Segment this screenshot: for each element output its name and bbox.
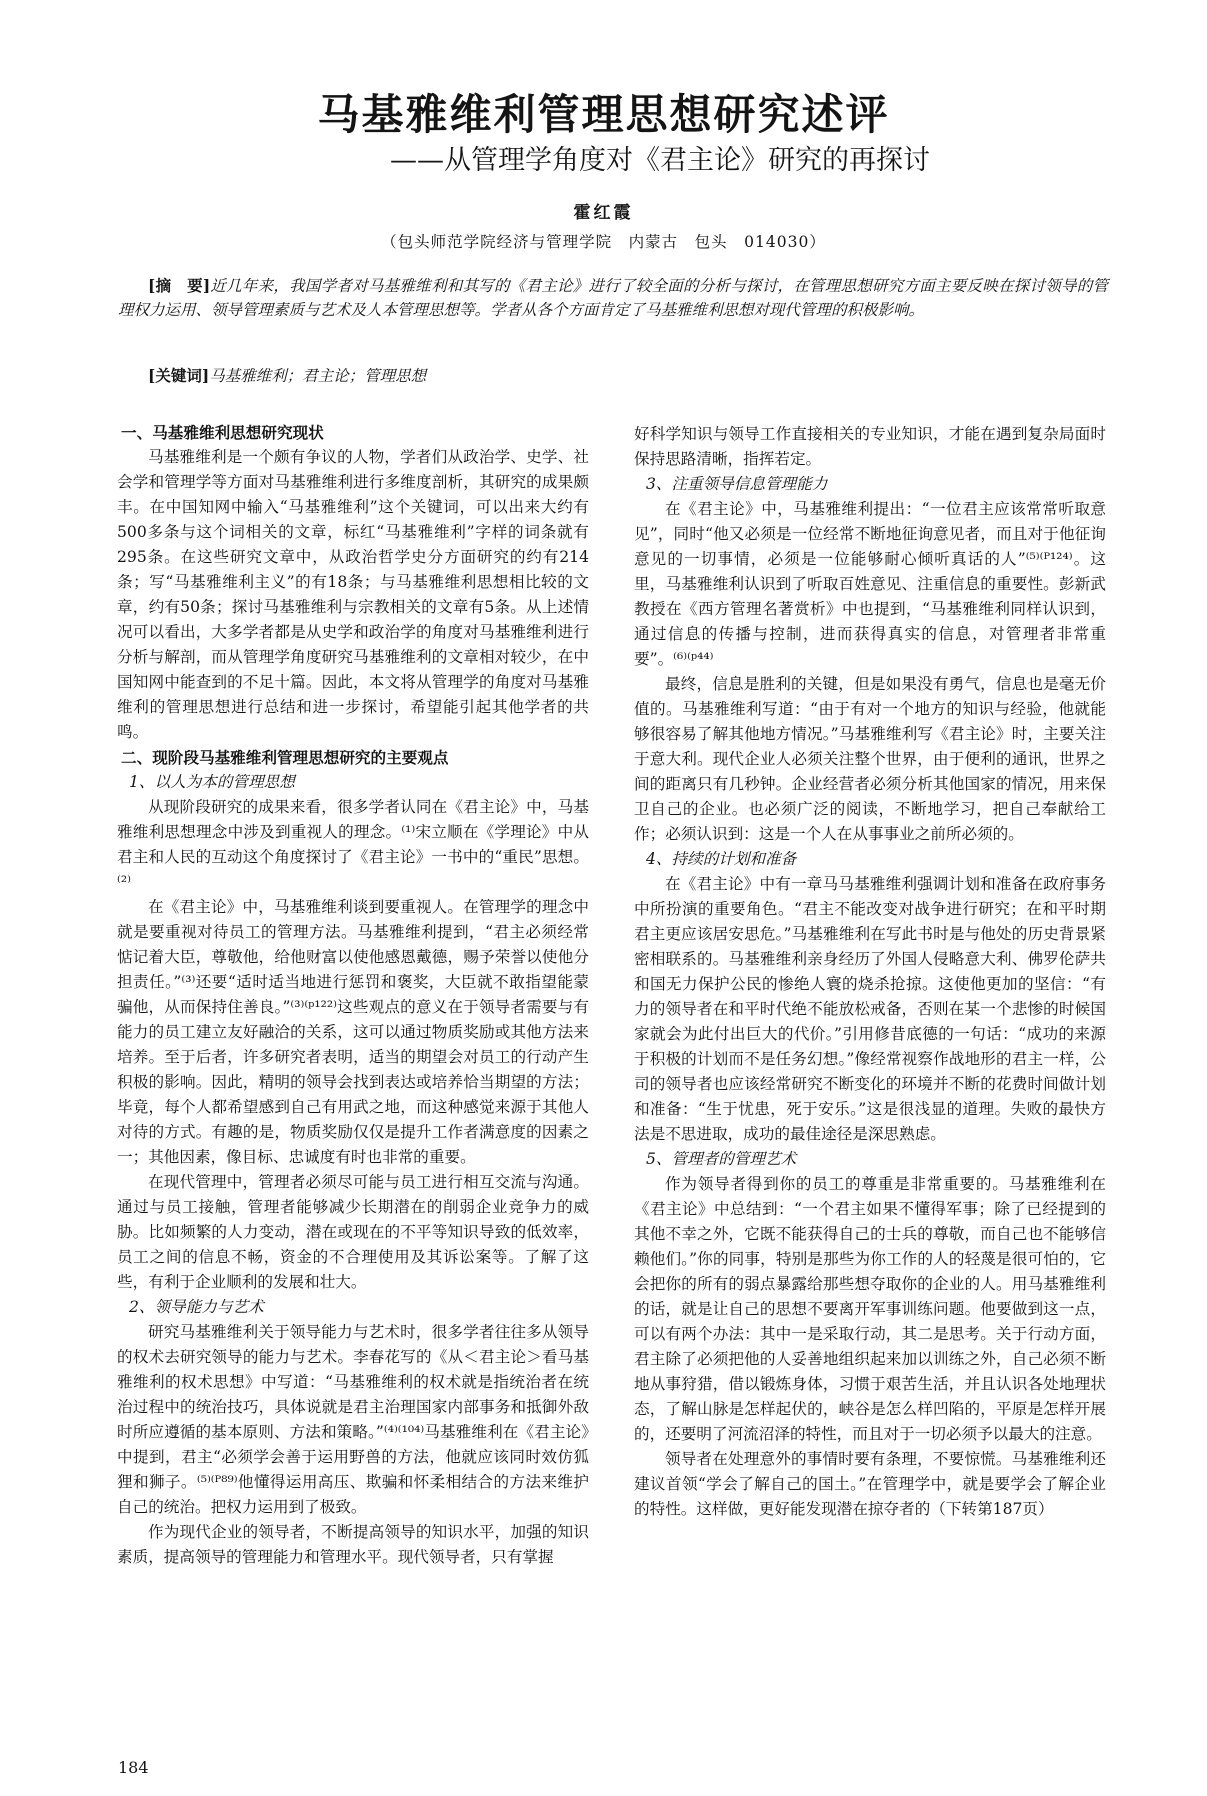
paragraph: 在《君主论》中，马基雅维利提出：“一位君主应该常常听取意见”，同时“他又必须是一位经常不断地征询意见者，而且对于他征询意见的一切事情，必须是一位能够耐心倾听真话的人”⁽⁵⁾⁽ᴾ¹²⁴⁾。这里，马基雅维利认识到了听取百姓意见、注重信息的重要性。彭新武教授在《西方管理名著赏析》中也提到，“马基雅维利同样认识到，通过信息的传播与控制，进而获得真实的信息，对管理者非常重要”。⁽⁶⁾⁽ᵖ⁴⁴⁾ [634,500,1106,668]
left-column [117,420,589,1570]
paragraph: 作为领导者得到你的员工的尊重是非常重要的。马基雅维利在《君主论》中总结到：“一个君主如果不懂得军事；除了已经提到的其他不幸之外，它既不能获得自己的士兵的尊敬，而自己也不能够信赖他们。”你的同事，特别是那些为你工作的人的轻蔑是很可怕的，它会把你的所有的弱点暴露给那些想夺取你的企业的人。用马基雅维利的话，就是让自己的思想不要离开军事训练问题。他要做到这一点，可以有两个办法：其中一是采取行动，其二是思考。关于行动方面，君主除了必须把他的人妥善地组织起来加以训练之外，自己必须不断地从事狩猎，借以锻炼身体，习惯于艰苦生活，并且认识各处地理状态，了解山脉是怎样起伏的，峡谷是怎么样凹陷的，平原是怎样开展的，还要明了河流沼泽的特性，而且对于一切必须予以最大的注意。 [634,1175,1106,1443]
paragraph: 从现阶段研究的成果来看，很多学者认同在《君主论》中，马基雅维利思想理念中涉及到重视人的理念。⁽¹⁾宋立顺在《学理论》中从君主和人民的互动这个角度探讨了《君主论》一书中的“重民”思想。⁽²⁾ [117,798,589,891]
author-affiliation: （包头师范学院经济与管理学院 内蒙古 包头 014030） [381,233,826,251]
abstract [118,274,1108,322]
section-heading-1: 一、马基雅维利思想研究现状 [121,423,324,442]
paragraph: 在《君主论》中有一章马马基雅维利强调计划和准备在政府事务中所扮演的重要角色。“君主不能改变对战争进行研究；在和平时期君主更应该居安思危。”马基雅维利在写此书时是与他处的历史背景紧密相联系的。马基雅维利亲身经历了外国人侵略意大利、佛罗伦萨共和国无力保护公民的惨绝人寰的烧杀抢掠。这使他更加的坚信：“有力的领导者在和平时代绝不能放松戒备，否则在某一个悲惨的时候国家就会为此付出巨大的代价。”引用修昔底德的一句话：“成功的来源于积极的计划而不是任务幻想。”像经常视察作战地形的君主一样，公司的领导者也应该经常研究不断变化的环境并不断的花费时间做计划和准备：“生于忧患，死于安乐。”这是很浅显的道理。失败的最快方法是不思进取，成功的最佳途径是深思熟虑。 [634,875,1106,1143]
subsection-heading-3: 3、注重领导信息管理能力 [646,475,828,493]
subsection-heading-1: 1、以人为本的管理思想 [129,773,295,791]
paragraph-continued: 好科学知识与领导工作直接相关的专业知识，才能在遇到复杂局面时保持思路清晰，指挥若定。 [634,425,1106,468]
paragraph: 在《君主论》中，马基雅维利谈到要重视人。在管理学的理念中就是要重视对待员工的管理方法。马基雅维利提到，“君主必须经常惦记着大臣，尊敬他，给他财富以使他感恩戴德，赐予荣誉以使他分担责任。”⁽³⁾还要“适时适当地进行惩罚和褒奖，大臣就不敢指望能蒙骗他，从而保持住善良。”⁽³⁾⁽ᵖ¹²²⁾这些观点的意义在于领导者需要与有能力的员工建立友好融洽的关系，这可以通过物质奖励或其他方法来培养。至于后者，许多研究者表明，适当的期望会对员工的行动产生积极的影响。因此，精明的领导会找到表达或培养恰当期望的方法；毕竟，每个人都希望感到自己有用武之地，而这种感觉来源于其他人对待的方式。有趣的是，物质奖励仅仅是提升工作者满意度的因素之一；其他因素，像目标、忠诚度有时也非常的重要。 [117,898,589,1166]
right-column [634,422,1106,1522]
subsection-heading-5: 5、管理者的管理艺术 [646,1150,797,1168]
subsection-heading-4: 4、持续的计划和准备 [646,850,797,868]
keywords [148,364,1048,388]
abstract-text: 近几年来，我国学者对马基雅维利和其写的《君主论》进行了较全面的分析与探讨，在管理思想研究方面主要反映在探讨领导的管理权力运用、领导管理素质与艺术及人本管理思想等。学者从各个方面肯定了马基雅维利思想对现代管理的积极影响。 [118,277,1108,319]
page-number: 184 [118,1758,149,1777]
section-heading-2: 二、现阶段马基雅维利管理思想研究的主要观点 [121,748,449,767]
paragraph: 最终，信息是胜利的关键，但是如果没有勇气，信息也是毫无价值的。马基雅维利写道：“由于有对一个地方的知识与经验，他就能够很容易了解其他地方情况。”马基雅维利写《君主论》时，主要关注于意大利。现代企业人必须关注整个世界，由于便利的通讯，世界之间的距离只有几秒钟。企业经营者必须分析其他国家的情况，用来保卫自己的企业。也必须广泛的阅读，不断地学习，把自己奉献给工作；必须认识到：这是一个人在从事事业之前所必须的。 [634,675,1106,843]
keywords-text: 马基雅维利；君主论；管理思想 [209,367,427,385]
subsection-heading-2: 2、领导能力与艺术 [129,1298,264,1316]
abstract-label: [摘 要] [148,276,211,295]
article-title: 马基雅维利管理思想研究述评 [317,90,890,139]
article-subtitle: ——从管理学角度对《君主论》研究的再探讨 [390,145,930,176]
paragraph: 作为现代企业的领导者，不断提高领导的知识水平，加强的知识素质，提高领导的管理能力和管理水平。现代领导者，只有掌握 [117,1523,589,1566]
author-name: 霍红霞 [573,203,634,223]
keywords-label: [关键词] [148,366,210,385]
paragraph: 领导者在处理意外的事情时要有条理，不要惊慌。马基雅维利还建议首领“学会了解自己的国土。”在管理学中，就是要学会了解企业的特性。这样做，更好能发现潜在掠夺者的（下转第187页） [634,1450,1106,1518]
paragraph: 研究马基雅维利关于领导能力与艺术时，很多学者往往多从领导的权术去研究领导的能力与艺术。李春花写的《从＜君主论＞看马基雅维利的权术思想》中写道：“马基雅维利的权术就是指统治者在统治过程中的统治技巧，具体说就是君主治理国家内部事务和抵御外敌时所应遵循的基本原则、方法和策略。”⁽⁴⁾⁽¹⁰⁴⁾马基雅维利在《君主论》中提到，君主“必须学会善于运用野兽的方法，他就应该同时效仿狐狸和狮子。⁽⁵⁾⁽ᴾ⁸⁹⁾他懂得运用高压、欺骗和怀柔相结合的方法来维护自己的统治。把权力运用到了极致。 [117,1323,589,1516]
paragraph: 在现代管理中，管理者必须尽可能与员工进行相互交流与沟通。通过与员工接触，管理者能够减少长期潜在的削弱企业竞争力的威胁。比如频繁的人力变动，潜在或现在的不平等知识导致的低效率，员工之间的信息不畅，资金的不合理使用及其诉讼案等。了解了这些，有利于企业顺利的发展和壮大。 [117,1173,589,1291]
paragraph: 马基雅维利是一个颇有争议的人物，学者们从政治学、史学、社会学和管理学等方面对马基雅维利进行多维度剖析，其研究的成果颇丰。在中国知网中输入“马基雅维利”这个关键词，可以出来大约有500多条与这个词相关的文章，标红“马基雅维利”字样的词条就有295条。在这些研究文章中，从政治哲学史分方面研究的约有214条；写“马基雅维利主义”的有18条；与马基雅维利思想相比较的文章，约有50条；探讨马基雅维利与宗教相关的文章有5条。从上述情况可以看出，大多学者都是从史学和政治学的角度对马基雅维利进行分析与解剖，而从管理学角度研究马基雅维利的文章相对较少，在中国知网中能查到的不足十篇。因此，本文将从管理学的角度对马基雅维利的管理思想进行总结和进一步探讨，希望能引起其他学者的共鸣。 [117,448,589,741]
